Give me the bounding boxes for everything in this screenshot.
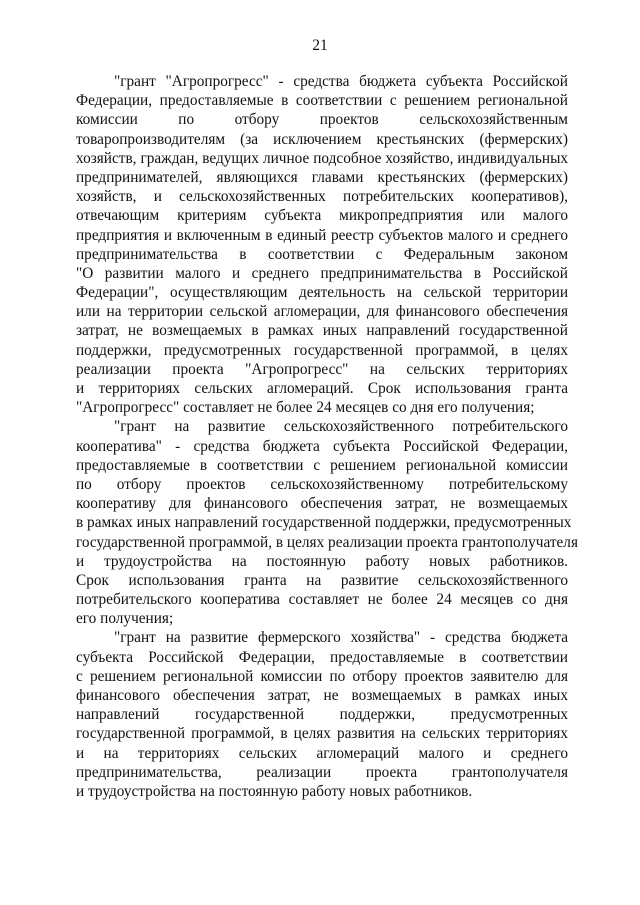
text-line: "Агропрогресс" составляет не более 24 месяцев со дня его получения;: [76, 399, 535, 417]
text-line: государственной программой, в целях реализации проекта грантополучателя: [76, 533, 578, 551]
text-line: с решением региональной комиссии по отбору проектов заявителю для: [76, 667, 568, 685]
text-line: кооперативу для финансового обеспечения затрат, не возмещаемых: [76, 495, 568, 513]
text-line: и трудоустройства на постоянную работу новых работников.: [76, 782, 473, 800]
paragraph: [76, 417, 578, 628]
text-line: предпринимательства, реализации проекта грантополучателя: [76, 763, 568, 781]
text-line: государственной программой, в целях развития на сельских территориях: [76, 725, 568, 743]
text-line: Срок использования гранта на развитие сельскохозяйственного: [76, 571, 568, 589]
text-line: или на территории сельской агломерации, для финансового обеспечения: [76, 303, 568, 321]
text-line: поддержки, предусмотренных государственной программой, в целях: [76, 341, 568, 359]
text-line: товаропроизводителям (за исключением крестьянских (фермерских): [76, 130, 568, 148]
text-line: предоставляемые в соответствии с решением региональной комиссии: [76, 456, 568, 474]
text-line: затрат, не возмещаемых в рамках иных направлений государственной: [76, 322, 568, 340]
paragraph: [76, 628, 568, 801]
page-number: 21: [312, 37, 328, 54]
document-body: [76, 72, 578, 801]
text-line: направлений государственной поддержки, предусмотренных: [76, 706, 568, 724]
text-line: и на территориях сельских агломераций малого и среднего: [76, 744, 568, 762]
text-line: его получения;: [76, 610, 174, 628]
text-line: предпринимательства в соответствии с Федеральным законом: [76, 245, 568, 263]
text-line: предприятия и включенным в единый реестр субъектов малого и среднего: [76, 226, 568, 244]
text-line: хозяйств, граждан, ведущих личное подсобное хозяйство, индивидуальных: [76, 149, 568, 167]
text-line: "грант на развитие сельскохозяйственного потребительского: [114, 418, 568, 436]
text-line: Федерации, предоставляемые в соответствии с решением региональной: [76, 92, 568, 110]
text-line: "О развитии малого и среднего предпринимательства в Российской: [76, 264, 568, 282]
text-line: по отбору проектов сельскохозяйственному потребительскому: [76, 475, 568, 493]
text-line: в рамках иных направлений государственной поддержки, предусмотренных: [76, 514, 572, 532]
text-line: субъекта Российской Федерации, предоставляемые в соответствии: [76, 648, 568, 666]
paragraph: [76, 72, 568, 417]
text-line: и трудоустройства на постоянную работу новых работников.: [76, 552, 568, 570]
text-line: Федерации", осуществляющим деятельность на сельской территории: [76, 284, 568, 302]
text-line: комиссии по отбору проектов сельскохозяйственным: [76, 111, 568, 129]
text-line: и территориях сельских агломераций. Срок использования гранта: [76, 380, 568, 397]
text-line: потребительского кооператива составляет не более 24 месяцев со дня: [76, 591, 568, 609]
text-line: "грант на развитие фермерского хозяйства" - средства бюджета: [114, 629, 568, 647]
text-line: отвечающим критериям субъекта микропредприятия или малого: [76, 207, 568, 225]
text-line: реализации проекта "Агропрогресс" на сельских территориях: [76, 360, 568, 378]
text-line: предпринимателей, являющихся главами крестьянских (фермерских): [76, 168, 568, 186]
text-line: кооператива" - средства бюджета субъекта Российской Федерации,: [76, 437, 568, 455]
text-line: "грант "Агропрогресс" - средства бюджета субъекта Российской: [114, 73, 568, 90]
text-line: хозяйств, и сельскохозяйственных потребительских кооперативов),: [76, 188, 568, 206]
text-line: финансового обеспечения затрат, не возмещаемых в рамках иных: [76, 687, 568, 704]
